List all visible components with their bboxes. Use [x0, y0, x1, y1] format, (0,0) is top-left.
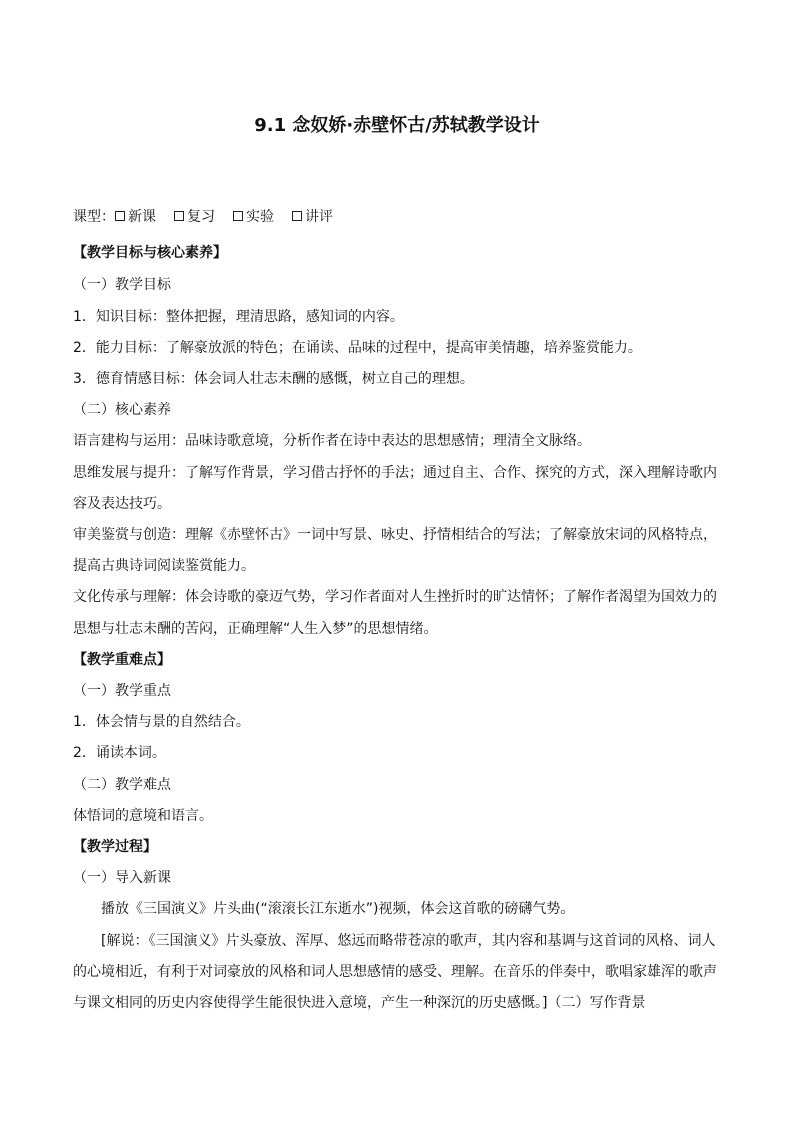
course-type-label: 课型： [73, 209, 115, 225]
paragraph-line: 1．知识目标：整体把握，理清思路，感知词的内容。 [73, 309, 404, 325]
section-heading-process: 【教学过程】 [73, 839, 157, 855]
paragraph-line: 与课文相同的历史内容使得学生能很快进入意境，产生一种深沉的历史感慨。]（二）写作背景 [73, 995, 646, 1011]
document-title: 9.1 念奴娇·赤壁怀古/苏轼教学设计 [254, 115, 540, 136]
course-type-option-lecture[interactable]: 讲评 [292, 209, 333, 225]
paragraph-line: 思维发展与提升：了解写作背景，学习借古抒怀的手法；通过自主、合作、探究的方式，深入理解诗歌内 [73, 465, 717, 481]
checkbox-icon[interactable] [115, 211, 125, 221]
paragraph-line: 语言建构与运用：品味诗歌意境，分析作者在诗中表达的思想感情；理清全文脉络。 [73, 433, 591, 449]
subheading-introduction: （一）导入新课 [73, 870, 171, 886]
course-type-row [73, 207, 351, 227]
course-type-option-experiment[interactable]: 实验 [233, 209, 274, 225]
checkbox-icon[interactable] [174, 211, 184, 221]
section-heading-objectives: 【教学目标与核心素养】 [73, 245, 227, 261]
subheading-core-literacy: （二）核心素养 [73, 402, 171, 418]
subheading-teaching-goals: （一）教学目标 [73, 277, 171, 293]
paragraph-line: 审美鉴赏与创造：理解《赤壁怀古》一词中写景、咏史、抒情相结合的写法；了解豪放宋词的风格特点， [73, 527, 717, 543]
paragraph-line: 文化传承与理解：体会诗歌的豪迈气势，学习作者面对人生挫折时的旷达情怀；了解作者渴望为国效力的 [73, 589, 717, 605]
paragraph-line: 2．诵读本词。 [73, 745, 166, 761]
paragraph-line: 2．能力目标：了解豪放派的特色；在诵读、品味的过程中，提高审美情趣，培养鉴赏能力。 [73, 340, 642, 356]
checkbox-icon[interactable] [292, 211, 302, 221]
paragraph-line: 容及表达技巧。 [73, 496, 171, 512]
paragraph-line: 体悟词的意境和语言。 [73, 808, 213, 824]
course-type-option-new[interactable]: 新课 [115, 209, 156, 225]
paragraph-line: 1．体会情与景的自然结合。 [73, 714, 250, 730]
course-type-option-review[interactable]: 复习 [174, 209, 215, 225]
paragraph-line: 思想与壮志未酬的苦闷，正确理解“人生入梦”的思想情绪。 [73, 621, 438, 637]
section-heading-key-points: 【教学重难点】 [73, 652, 171, 668]
subheading-focus: （一）教学重点 [73, 683, 171, 699]
paragraph-line: 播放《三国演义》片头曲(“滚滚长江东逝水”)视频，体会这首歌的磅礴气势。 [101, 901, 575, 917]
subheading-difficulty: （二）教学难点 [73, 777, 171, 793]
paragraph-line: [解说：《三国演义》片头豪放、浑厚、悠远而略带苍凉的歌声，其内容和基调与这首词的风格、词人 [101, 933, 716, 949]
paragraph-line: 提高古典诗词阅读鉴赏能力。 [73, 558, 255, 574]
paragraph-line: 的心境相近，有利于对词豪放的风格和词人思想感情的感受、理解。在音乐的伴奏中，歌唱家雄浑的歌声 [73, 964, 717, 980]
checkbox-icon[interactable] [233, 211, 243, 221]
paragraph-line: 3．德育情感目标：体会词人壮志未酬的感慨，树立自己的理想。 [73, 371, 474, 387]
